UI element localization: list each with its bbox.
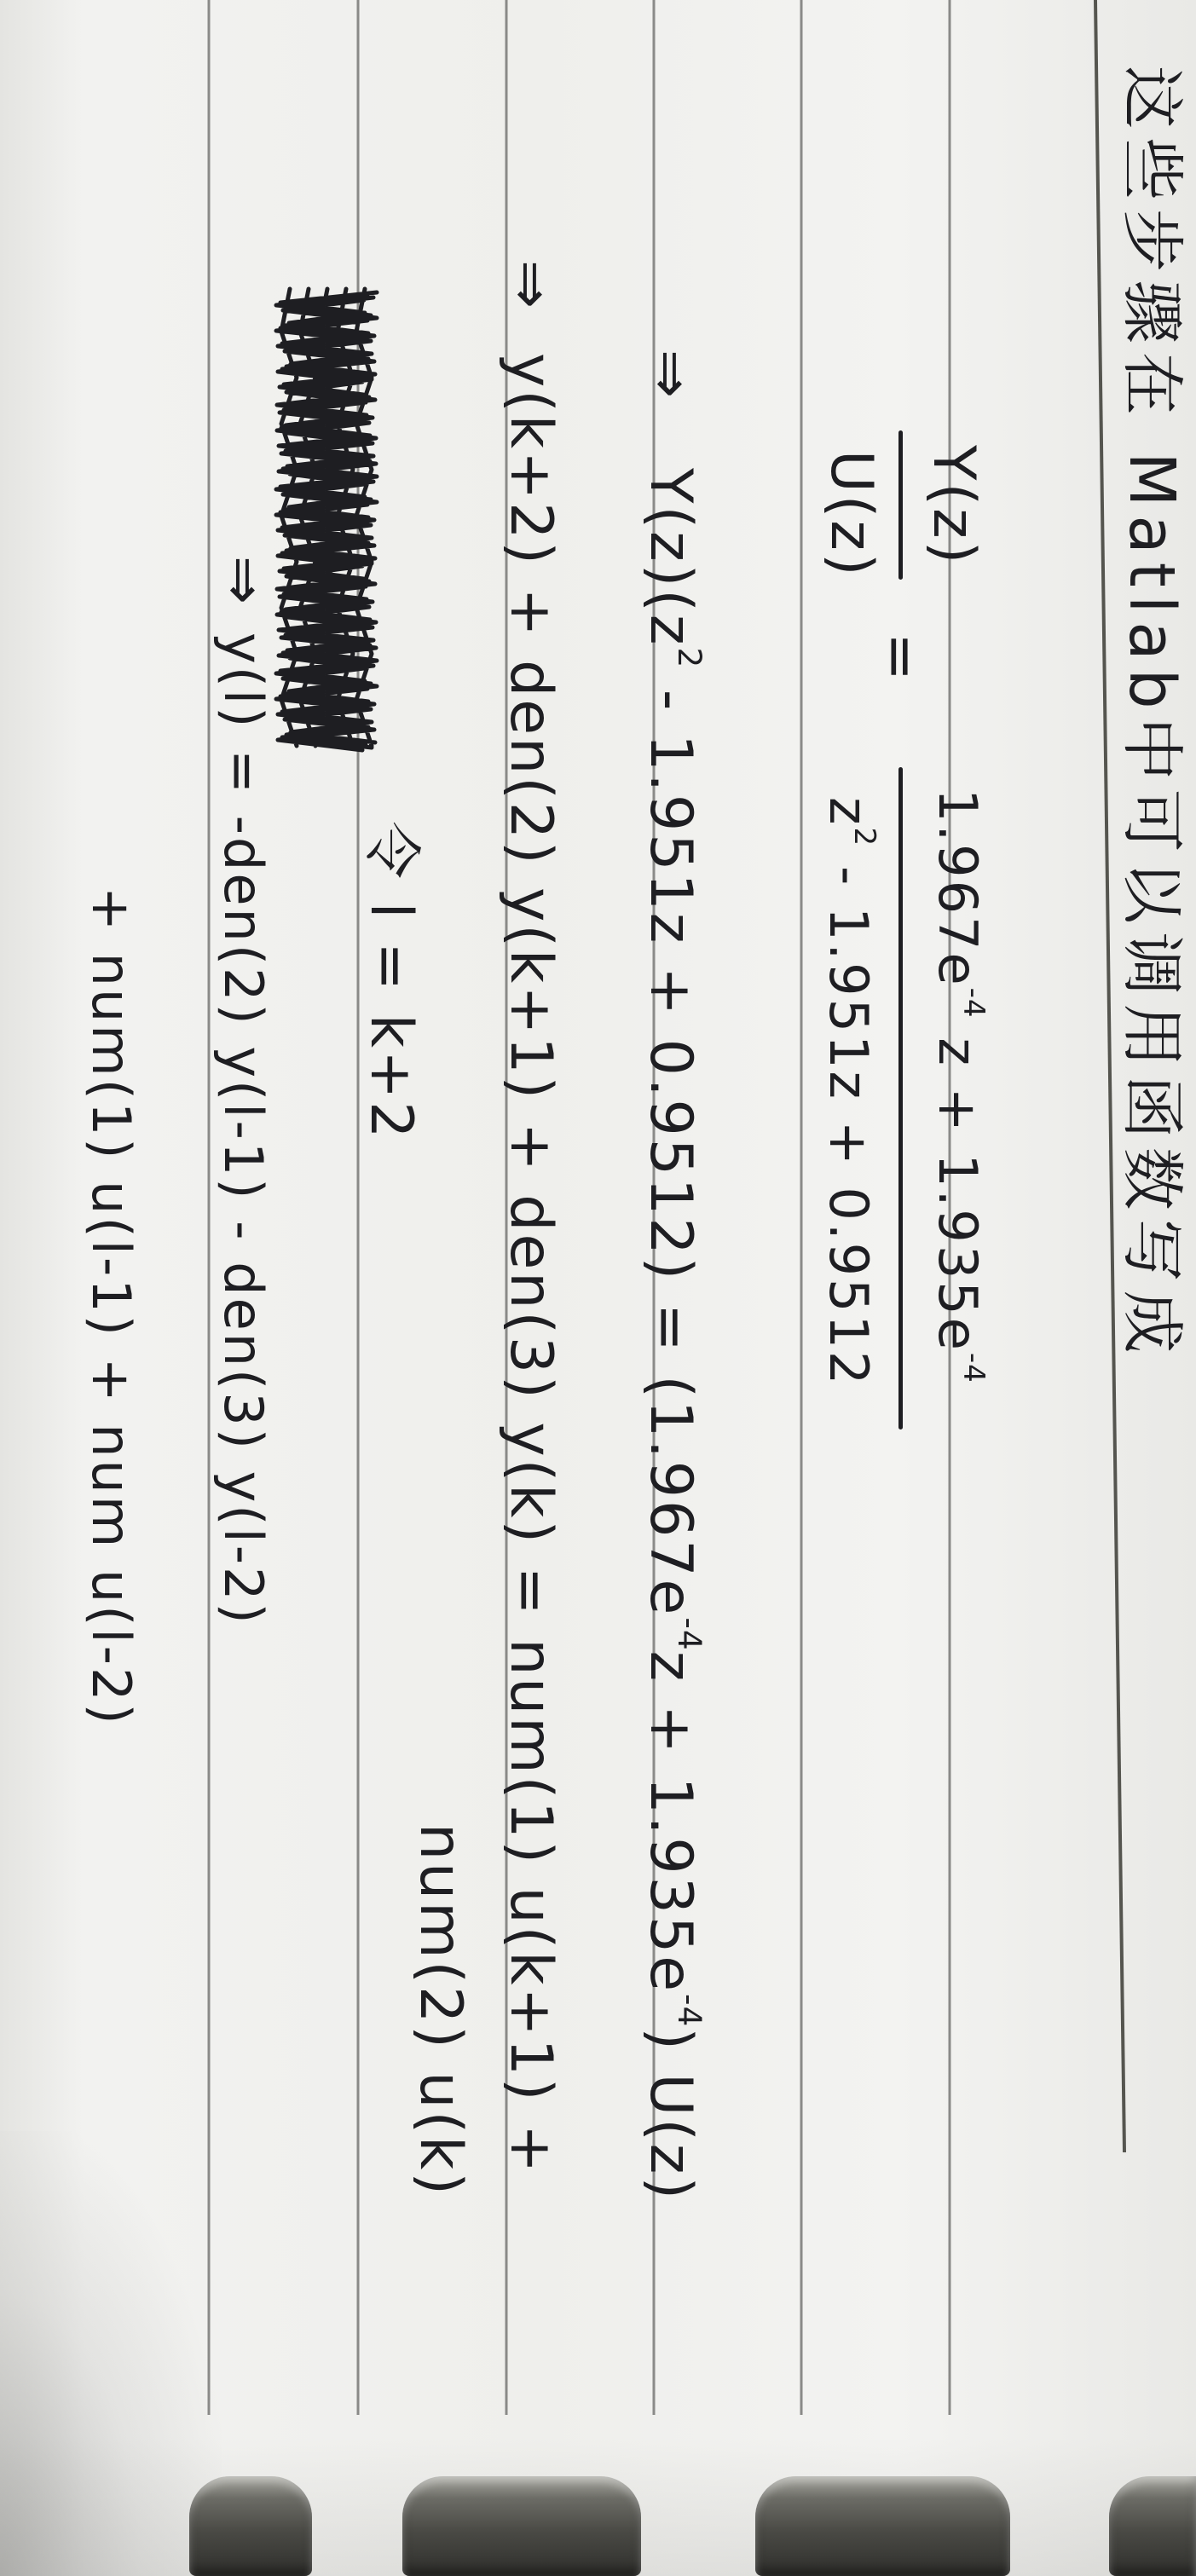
lhs-numerator: Y(z)	[920, 445, 987, 567]
lhs-denominator: U(z)	[818, 450, 885, 579]
recursion-line: y(l) = -den(2) y(l-1) - den(3) y(l-2)	[212, 632, 274, 1626]
coefficient-text: 1.967e	[927, 788, 989, 988]
recursion-continuation: + num(1) u(l-1) + num u(l-2)	[80, 887, 142, 1727]
scribble-strokes	[276, 289, 377, 750]
exponent: -4	[956, 1352, 991, 1383]
page-heading: 这些步骤在 Matlab中可以调用函数写成	[1115, 66, 1188, 1362]
binding-ring	[189, 2476, 312, 2576]
difference-equation-line: y(k+2) + den(2) y(k+1) + den(3) y(k) = num(1) u(k+1) +	[497, 353, 564, 2175]
equation-text: z + 1.935e	[637, 1650, 704, 1995]
fraction-bar-right	[898, 767, 903, 1430]
binding-ring	[402, 2476, 641, 2576]
implies-arrow: ⇒	[497, 260, 564, 311]
substitution-note: 令 l = k+2	[357, 821, 425, 1141]
exponent: -4	[956, 987, 991, 1019]
equation-text: ) U(z)	[637, 2027, 704, 2202]
exponent: -4	[670, 1994, 708, 2028]
equals-sign: =	[867, 632, 934, 684]
implies-arrow: ⇒	[637, 349, 704, 401]
coefficient-text: z + 1.935e	[927, 1018, 989, 1353]
equation-text: - 1.951z + 0.9512) = (1.967e	[637, 668, 704, 1618]
exponent: 2	[846, 827, 881, 847]
binding-ring	[1109, 2476, 1196, 2576]
fraction-bar-left	[898, 430, 903, 580]
rhs-numerator	[923, 788, 991, 1383]
difference-equation-continuation: num(2) u(k)	[407, 1823, 474, 2198]
rhs-denominator	[814, 797, 882, 1387]
implies-arrow: ⇒	[210, 556, 277, 607]
scribbled-out-text	[271, 286, 382, 763]
denominator-text: - 1.951z + 0.9512	[818, 846, 880, 1388]
denominator-text: z	[818, 797, 880, 828]
exponent: 2	[670, 647, 708, 669]
exponent: -4	[670, 1617, 708, 1651]
binding-ring	[755, 2476, 1010, 2576]
equation-line	[636, 468, 708, 2202]
equation-text: Y(z)(z	[637, 468, 704, 648]
